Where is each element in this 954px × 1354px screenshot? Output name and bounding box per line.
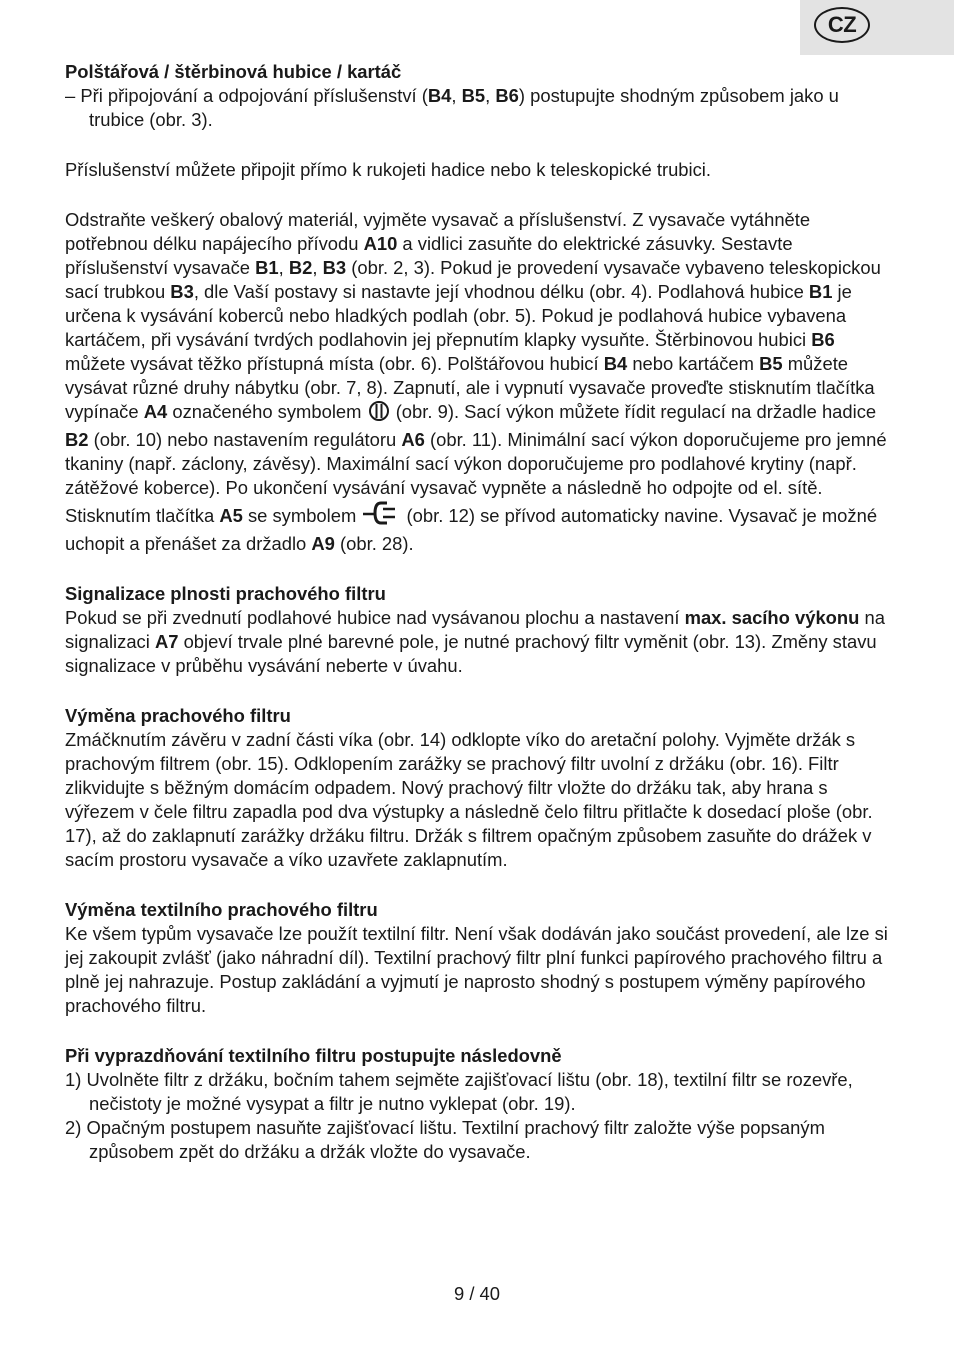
section-filter-indicator [65,582,895,678]
section-title: Polštářová / štěrbinová hubice / kartáč [65,61,402,82]
usage-paragraph: Odstraňte veškerý obalový materiál, vyjměte vysavač a příslušenství. Z vysavače vytáhněte potřebnou délku napájecího přívodu A10 a vidlici zasuňte do elektrické zásuvky. Sestavte příslušenství vysavače B1, B2, B3 (obr. 2, 3). Pokud je provedení vysavače vybaveno teleskopickou sací trubkou B3, dle Vaší postavy si nastavte její vhodnou délku (obr. 4). Podlahová hubice B1 je určena k vysávání koberců nebo hladkých podlah (obr. 5). Pokud je podlahová hubice vybavena kartáčem, při vysávání tvrdých podlahovin jej přepnutím klapky vysuňte. Štěrbinovou hubici B6 můžete vysávat těžko přístupná místa (obr. 6). Polštářovou hubicí B4 nebo kartáčem B5 můžete vysávat různé druhy nábytku (obr. 7, 8). Zapnutí, ale i vypnutí vysavače proveďte stisknutím tlačítka vypínače A4 označeného symbolem (obr. 9). Sací výkon můžete řídit regulací na držadle hadice B2 (obr. 10) nebo nastavením regulátoru A6 (obr. 11). Minimální sací výkon doporučujeme pro jemné tkaniny (např. záclony, závěsy). Maximální sací výkon doporučujeme pro podlahové krytiny (např. zátěžové koberce). Po ukončení vysávání vysavač vypněte a následně ho odpojte od el. sítě. Stisknutím tlačítka A5 se symbolem (obr. 12) se přívod automaticky navine. Vysavač je možné uchopit a přenášet za držadlo A9 (obr. 28). [65,209,887,554]
section-connect-note [65,158,895,182]
list-item: 1) Uvolněte filtr z držáku, bočním tahem sejměte zajišťovací lištu (obr. 18), textilní filtr se rozevře, nečistoty je možné vysypat a filtr je nutno vyklepat (obr. 19). [65,1069,853,1114]
page-number: 9 / 40 [453,1283,500,1304]
section-filter-replacement [65,704,895,872]
cord-rewind-plug-icon [361,500,401,532]
indicator-paragraph: Pokud se při zvednutí podlahové hubice nad vysávanou plochu a nastavení max. sacího výkonu na signalizaci A7 objeví trvale plné barevné pole, je nutné prachový filtr vyměnit (obr. 13). Změny stavu signalizace v průběhu vysávání neberte v úvahu. [65,607,885,676]
section-title: Při vyprazdňování textilního filtru postupujte následovně [65,1045,562,1066]
section-title: Výměna prachového filtru [65,705,291,726]
accessory-paragraph: – Při připojování a odpojování příslušenství (B4, B5, B6) postupujte shodným způsobem jako u trubice (obr. 3). [65,85,839,130]
connect-paragraph: Příslušenství můžete připojit přímo k rukojeti hadice nebo k teleskopické trubici. [65,159,712,180]
list-item: 2) Opačným postupem nasuňte zajišťovací lištu. Textilní prachový filtr založte výše popsaným způsobem zpět do držáku a držák vložte do vysavače. [65,1117,825,1162]
section-title: Signalizace plnosti prachového filtru [65,583,386,604]
section-title: Výměna textilního prachového filtru [65,899,378,920]
section-accessories [65,60,895,132]
section-textile-filter [65,898,895,1018]
replacement-paragraph: Zmáčknutím závěru v zadní části víka (obr. 14) odklopte víko do aretační polohy. Vyjměte držák s prachovým filtrem (obr. 15). Odklopením zarážky se prachový filtr uvolní z držáku (obr. 16). Filtr zlikvidujte s běžným domácím odpadem. Nový prachový filtr vložte do držáku tak, aby hrana s výřezem v čele filtru zapadla pod dva výstupky a následně čelo filtru přitlačte k dosedací ploše (obr. 17), až do zaklapnutí zarážky držáku filtru. Držák s filtrem opačným způsobem zasuňte do drážek v sacím prostoru vysavače a víko uzavřete zaklapnutím. [65,729,873,870]
language-badge: CZ [814,7,870,43]
language-tab [800,0,954,55]
power-symbol-icon [367,400,391,428]
page-content [65,60,895,1164]
section-usage [65,208,895,556]
section-emptying [65,1044,895,1164]
textile-paragraph: Ke všem typům vysavače lze použít textilní filtr. Není však dodáván jako součást provedení, ale lze si jej zakoupit zvlášť (jako náhradní díl). Textilní prachový filtr plní funkci papírového prachového filtru a plně jej nahrazuje. Postup zakládání a vyjmutí je naprosto shodný s postupem výměny papírového prachového filtru. [65,923,888,1016]
